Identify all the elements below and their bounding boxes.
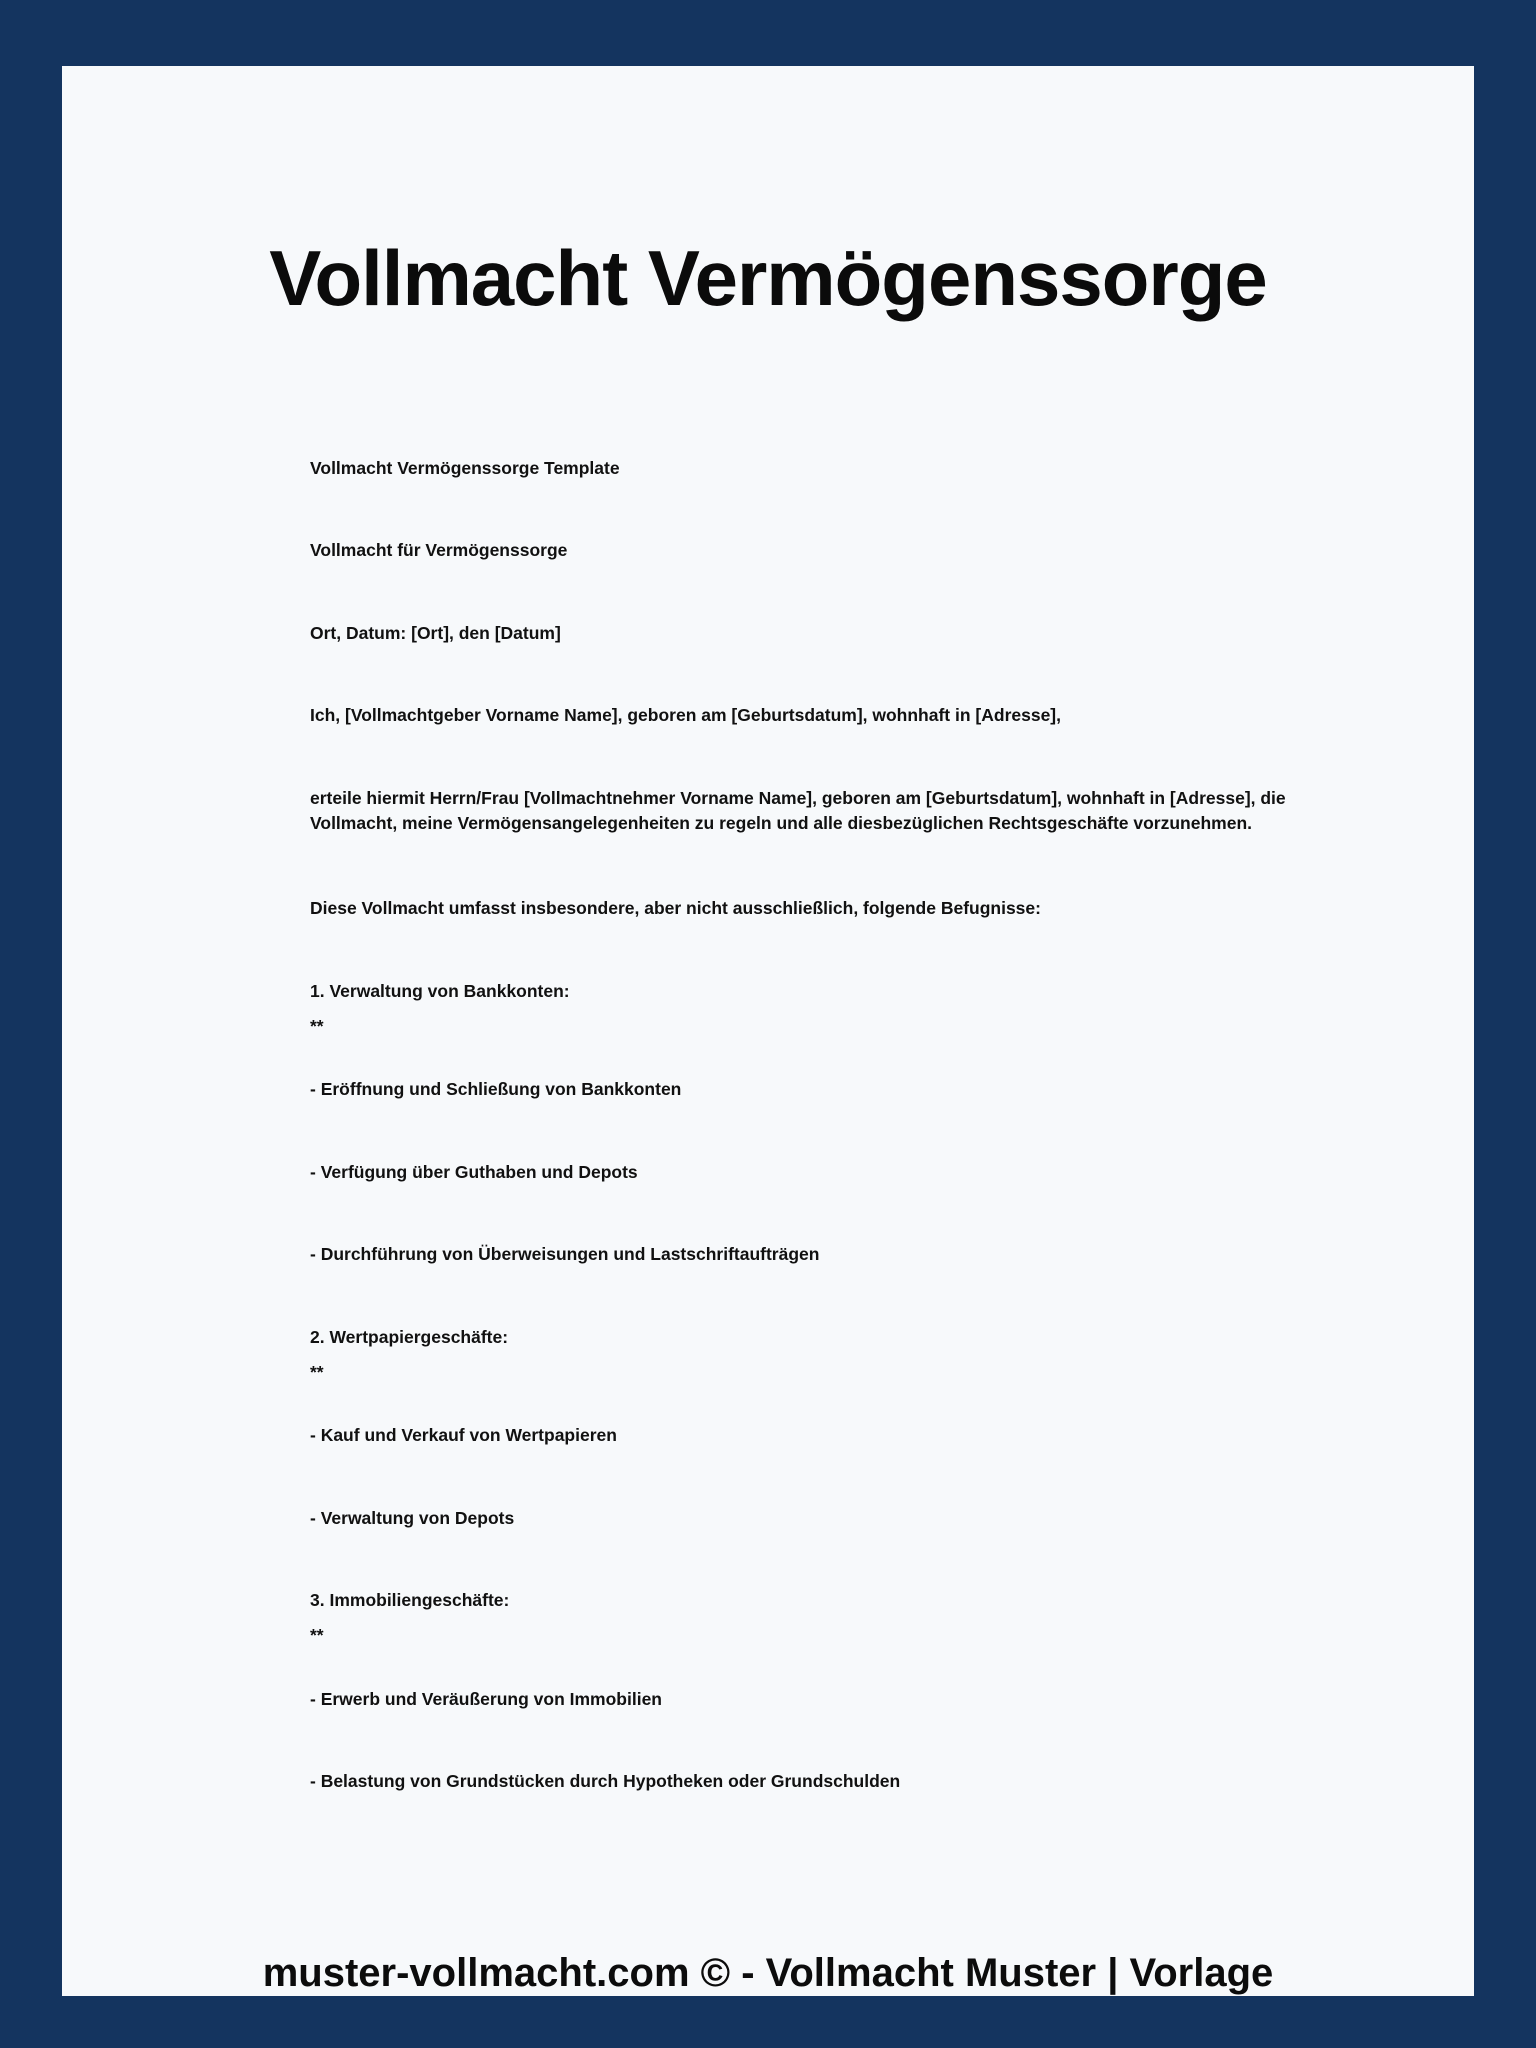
section-2-heading: 2. Wertpapiergeschäfte: — [310, 1326, 509, 1347]
list-item: - Verwaltung von Depots — [310, 1507, 515, 1528]
list-item: - Eröffnung und Schließung von Bankkonten — [310, 1079, 682, 1100]
section-3-stars: ** — [310, 1625, 324, 1646]
paragraph-template-label: Vollmacht Vermögenssorge Template — [310, 458, 620, 478]
list-item: - Belastung von Grundstücken durch Hypotheken oder Grundschulden — [310, 1771, 901, 1792]
section-3-heading: 3. Immobiliengeschäfte: — [310, 1590, 510, 1610]
paragraph-scope-intro: Diese Vollmacht umfasst insbesondere, aber nicht ausschließlich, folgende Befugnisse: — [310, 898, 1041, 919]
paragraph-subject: Vollmacht für Vermögenssorge — [310, 540, 568, 561]
paragraph-grant-clause: erteile hiermit Herrn/Frau [Vollmachtnehmer Vorname Name], geboren am [Geburtsdatum], wohnhaft in [Adresse], die Vollmacht, meine Vermögensangelegenheiten zu regeln und alle diesbezüglichen Rechtsgeschäfte vorzunehmen. — [310, 787, 1286, 833]
document-paper — [62, 66, 1474, 1996]
list-item: - Durchführung von Überweisungen und Lastschriftaufträgen — [310, 1244, 820, 1265]
list-item: - Verfügung über Guthaben und Depots — [310, 1161, 638, 1182]
section-2-stars: ** — [310, 1361, 324, 1382]
paragraph-grantor: Ich, [Vollmachtgeber Vorname Name], geboren am [Geburtsdatum], wohnhaft in [Adresse], — [310, 705, 1061, 726]
section-1-heading: 1. Verwaltung von Bankkonten: — [310, 980, 570, 1001]
list-item: - Kauf und Verkauf von Wertpapieren — [310, 1425, 617, 1446]
page-title: Vollmacht Vermögenssorge — [269, 234, 1267, 322]
list-item: - Erwerb und Veräußerung von Immobilien — [310, 1688, 662, 1709]
site-footer-credit: muster-vollmacht.com © - Vollmacht Muster | Vorlage — [262, 1951, 1274, 1995]
section-1-stars: ** — [310, 1016, 324, 1036]
paragraph-place-date: Ort, Datum: [Ort], den [Datum] — [310, 622, 561, 643]
document-body — [310, 456, 1310, 1852]
